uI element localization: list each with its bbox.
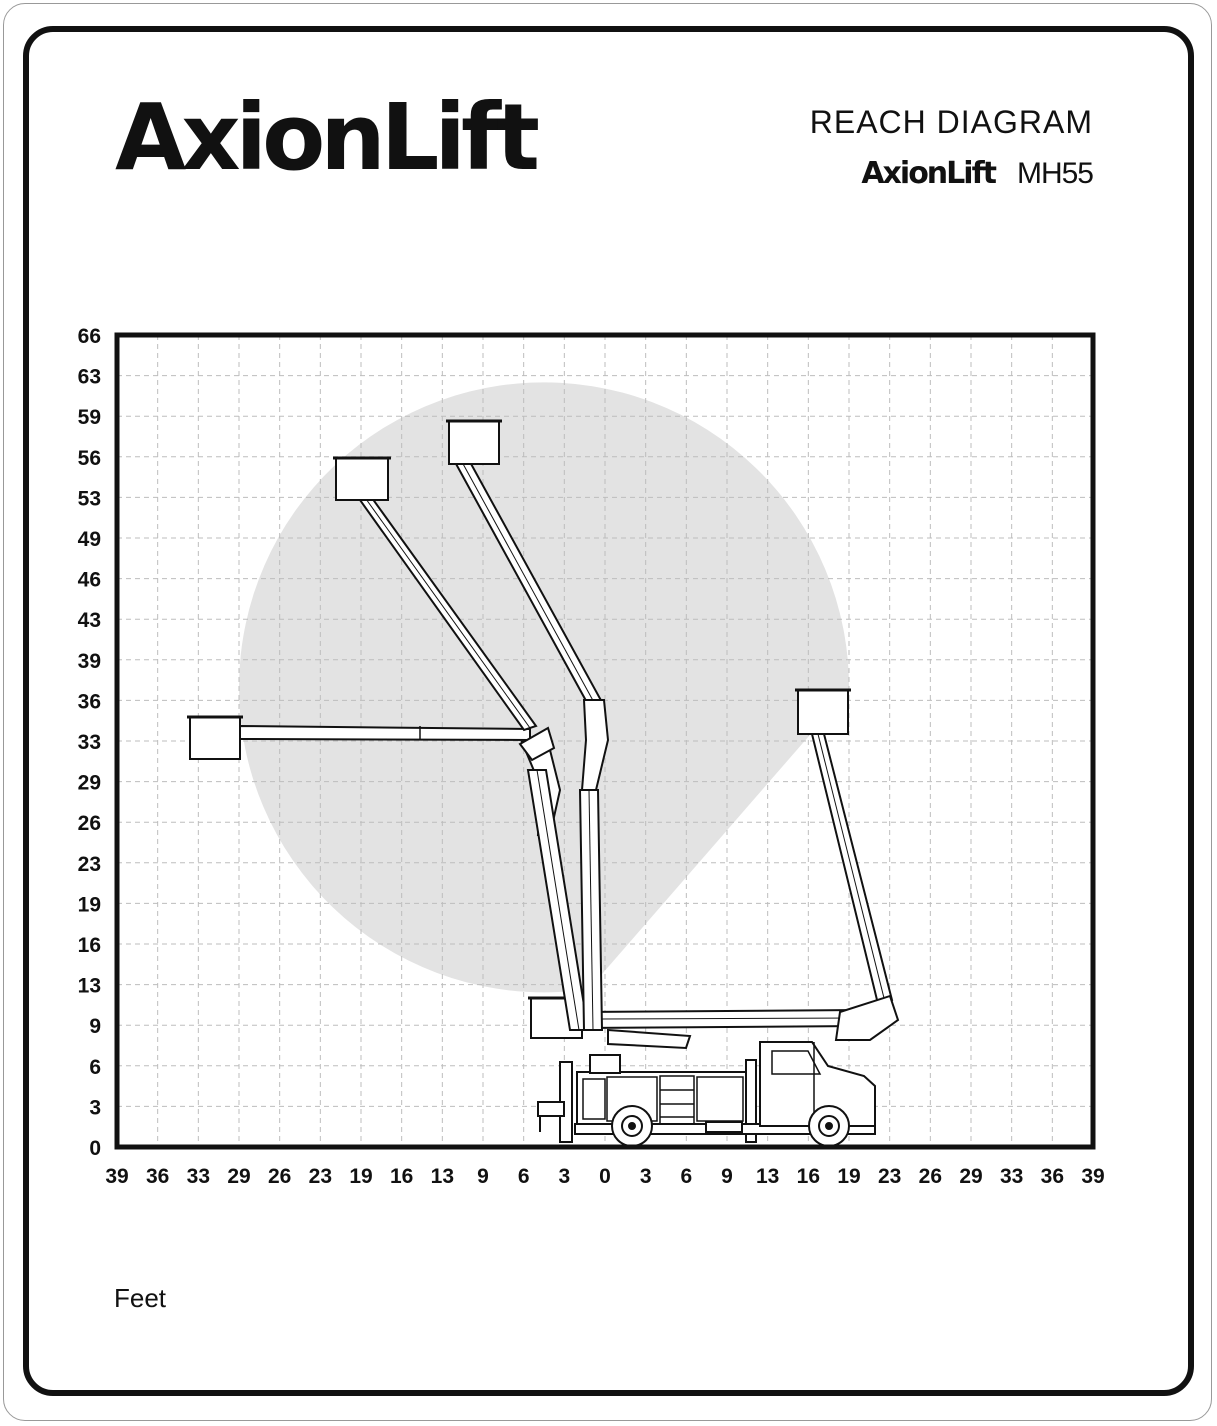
x-tick-label: 23 (877, 1165, 902, 1188)
x-tick-label: 0 (599, 1165, 611, 1188)
lower-boom-center (580, 790, 602, 1030)
x-tick-label: 19 (349, 1165, 373, 1188)
x-tick-label: 9 (477, 1165, 489, 1188)
model-brand: AxionLift (861, 156, 995, 191)
x-tick-label: 3 (558, 1165, 571, 1188)
x-tick-label: 6 (680, 1165, 693, 1188)
y-tick-label: 0 (89, 1137, 101, 1160)
truck (538, 1042, 875, 1146)
x-tick-label: 13 (430, 1165, 455, 1188)
x-tick-label: 33 (999, 1165, 1024, 1188)
y-tick-label: 9 (89, 1015, 101, 1039)
y-tick-label: 46 (77, 568, 101, 592)
y-tick-label: 39 (77, 649, 101, 673)
y-axis (78, 325, 101, 1160)
y-tick-label: 59 (77, 406, 101, 430)
x-tick-label: 26 (918, 1165, 943, 1188)
y-tick-label: 36 (77, 690, 101, 714)
y-tick-label: 53 (77, 487, 101, 511)
model-name: MH55 (1016, 157, 1093, 190)
x-tick-label: 13 (755, 1165, 780, 1188)
x-tick-label: 29 (959, 1165, 983, 1188)
y-tick-label: 56 (77, 446, 101, 470)
x-tick-label: 16 (796, 1165, 821, 1188)
utility-body (577, 1072, 747, 1124)
x-tick-label: 3 (639, 1165, 652, 1188)
y-tick-label: 33 (77, 731, 101, 754)
y-tick-label: 63 (77, 365, 101, 389)
y-tick-label: 16 (77, 934, 101, 957)
x-tick-label: 26 (267, 1165, 292, 1188)
x-tick-label: 39 (1081, 1165, 1105, 1188)
y-tick-label: 19 (77, 893, 101, 917)
x-tick-label: 29 (227, 1165, 251, 1188)
x-tick-label: 33 (186, 1165, 211, 1188)
reach-envelope (239, 382, 849, 992)
y-tick-label: 6 (89, 1055, 101, 1079)
y-tick-label: 66 (77, 325, 101, 348)
y-tick-label: 43 (77, 609, 101, 633)
brand-logo: AxionLift (115, 84, 535, 191)
x-tick-label: 39 (105, 1165, 129, 1188)
y-tick-label: 13 (77, 974, 101, 998)
y-tick-label: 3 (89, 1096, 101, 1120)
x-tick-label: 9 (721, 1165, 733, 1188)
y-tick-label: 26 (77, 812, 101, 836)
x-tick-label: 16 (389, 1165, 414, 1188)
y-tick-label: 23 (77, 852, 101, 876)
x-axis (105, 1165, 1104, 1188)
x-tick-label: 36 (1040, 1165, 1065, 1188)
x-tick-label: 36 (145, 1165, 170, 1188)
x-tick-label: 19 (837, 1165, 861, 1188)
diagram-title: REACH DIAGRAM (809, 104, 1093, 140)
y-tick-label: 29 (77, 771, 101, 795)
y-tick-label: 49 (77, 528, 101, 551)
units-label: Feet (114, 1283, 167, 1313)
x-tick-label: 23 (308, 1165, 333, 1188)
x-tick-label: 6 (517, 1165, 530, 1188)
boom-right (795, 690, 898, 1040)
